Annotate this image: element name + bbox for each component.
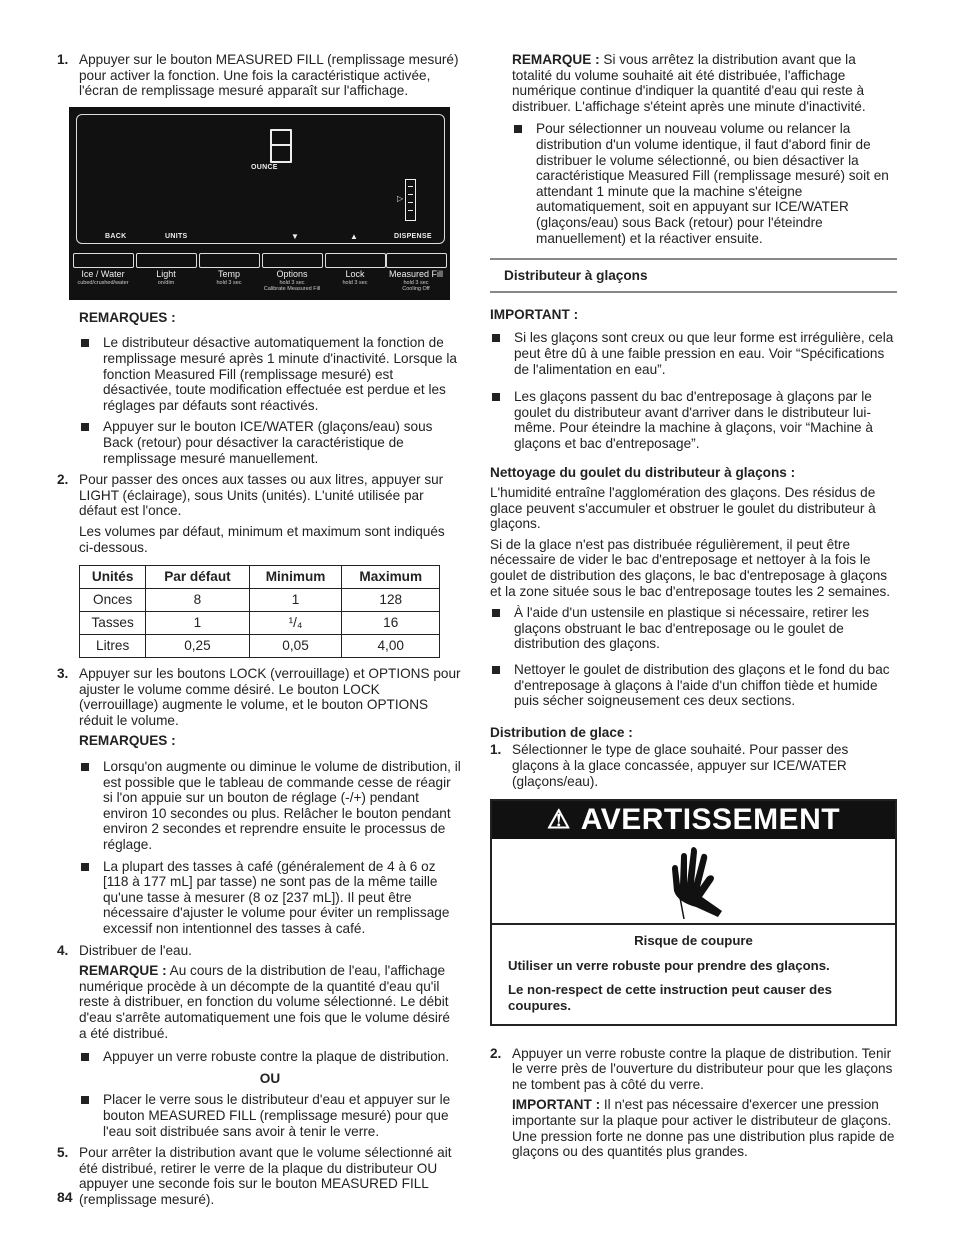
step-4-bullet-1: Appuyer un verre robuste contre la plaque de distribution. (79, 1049, 461, 1065)
table-header-row (80, 566, 440, 589)
table-cell: 128 (342, 589, 440, 612)
table-cell: 0,05 (249, 635, 342, 658)
measured-fill-label: Measured Fill (388, 268, 444, 279)
table-header: Par défaut (146, 566, 249, 589)
remarks-title-1: REMARQUES : (79, 309, 176, 325)
volume-table (79, 565, 440, 658)
options-label: Options (276, 268, 308, 279)
step-1: 1. Appuyer sur le bouton MEASURED FILL (remplissage mesuré) pour activer la fonction. Une fois la caractéristique activée, l'écran de remplissage mesuré apparaît sur l'affichage. (57, 52, 461, 99)
table-cell: 8 (146, 589, 249, 612)
cut-hazard-illustration (492, 841, 895, 925)
warning-line-1: Utiliser un verre robuste pour prendre des glaçons. (508, 957, 830, 973)
cut-hand-icon (492, 841, 895, 921)
ice-water-sub: cubed/crushed/water (77, 279, 129, 286)
light-sub: on/dim (157, 279, 175, 286)
cleaning-paragraph-1: L'humidité entraîne l'agglomération des glaçons. Des résidus de glace peuvent s'accumuler et obstruer le goulet du distributeur à glaçons. (490, 485, 876, 532)
down-arrow-icon: ▼ (291, 231, 299, 241)
distribution-step-2: 2. Appuyer un verre robuste contre la plaque de distribution. Tenir le verre près de l'ouverture du distributeur pour que les glaçons ne tombent pas à côté du verre. IMPORTANT : Il n'est pas nécessaire d'exercer une pression importante sur la plaque pour activer le distributeur de glaçons. Une pression forte ne donne pas une distribution plus rapide de glaçons ou des quantités plus grandes. (490, 1046, 897, 1160)
table-cell: Onces (80, 589, 146, 612)
options-sub: hold 3 sec Calibrate Measured Fill (263, 279, 321, 292)
table-row (80, 612, 440, 635)
table-cell: 0,25 (146, 635, 249, 658)
ice-water-button[interactable] (73, 253, 134, 268)
step-5: 5. Pour arrêter la distribution avant que le volume sélectionné ait été distribué, retirer le verre de la plaque du distributeur OU appuyer une seconde fois sur le bouton MEASURED FILL (remplissage mesuré). (57, 1145, 461, 1207)
cleaning-bullet-1: À l'aide d'un ustensile en plastique si nécessaire, retirer les glaçons obstruant le bac d'entreposage ou le goulet de distribution des glaçons. (490, 605, 897, 652)
remark-1-bullet-1: Le distributeur désactive automatiquement la fonction de remplissage mesuré après 1 minute d'inactivité. Lorsque la fonction Measured Fill (remplissage mesuré) est désactivée, toute modification effectuée est perdue et les réglages par défauts sont réactivés. (79, 335, 461, 413)
or-label: OU (259, 1070, 281, 1086)
warning-body (492, 925, 895, 1023)
cleaning-bullet-2: Nettoyer le goulet de distribution des glaçons et le fond du bac d'entreposage à glaçons à l'aide d'un chiffon tiède et humide puis sécher soigneusement ces deux sections. (490, 662, 897, 709)
table-header: Unités (80, 566, 146, 589)
fill-gauge-icon (405, 179, 416, 221)
warning-box (490, 799, 897, 1025)
warning-line-2: Le non-respect de cette instruction peut causer des coupures. (508, 982, 832, 1013)
step-3-text: Appuyer sur les boutons LOCK (verrouillage) et OPTIONS pour ajuster le volume comme désiré. Le bouton LOCK (verrouillage) augmente le volume, et le bouton OPTIONS réduit le volume. (79, 666, 461, 728)
pointer-icon: ▷ (397, 193, 404, 203)
warning-header (492, 801, 895, 839)
table-cell: ¹/₄ (249, 612, 342, 635)
screen-label-back: BACK (105, 232, 127, 240)
right-remark: REMARQUE : Si vous arrêtez la distribution avant que la totalité du volume souhaité ait été distribuée, l'affichage numérique continue d'indiquer la quantité d'eau qui reste à distribuer. L'affichage s'éteint après une minute d'inactivité. (512, 52, 866, 114)
remark-2-bullet-1: Lorsqu'on augmente ou diminue le volume de distribution, il est possible que le tableau de commande cesse de réagir si l'on appuie sur un bouton de réglage (-/+) pendant environ 10 secondes ou plus. Relâcher le bouton pendant environ 2 secondes et reprendre ensuite le processus de réglage. (79, 759, 461, 853)
important-title: IMPORTANT : (490, 306, 579, 322)
step-2-text: Pour passer des onces aux tasses ou aux litres, appuyer sur LIGHT (éclairage), sous Units (unités). L'unité utilisée par défaut est l'once. (79, 472, 444, 519)
distribution-step-1-text: Sélectionner le type de glace souhaité. Pour passer des glaçons à la glace concassée, appuyer sur ICE/WATER (glaçons/eau). (512, 742, 849, 789)
table-cell: 16 (342, 612, 440, 635)
warning-risk: Risque de coupure (634, 933, 753, 949)
cleaning-paragraph-2: Si de la glace n'est pas distribuée régulièrement, il peut être nécessaire de vider le bac d'entreposage et nettoyer à la fois le goulet de distribution des glaçons, le bac d'entreposage à glaçons et la zone située sous le bac d'entreposage toutes les 2 semaines. (490, 536, 891, 599)
step-1-text: Appuyer sur le bouton MEASURED FILL (remplissage mesuré) pour activer la fonction. Une fois la caractéristique activée, l'écran de remplissage mesuré apparaît sur l'affichage. (79, 52, 459, 99)
step-4-text: Distribuer de l'eau. (79, 942, 192, 958)
remarks-title-2: REMARQUES : (79, 733, 176, 749)
distribution-step-2-text: Appuyer un verre robuste contre la plaque de distribution. Tenir le verre près de l'ouverture du distributeur pour que les glaçons ne tombent pas à côté du verre. (512, 1045, 893, 1092)
unit-label: OUNCE (251, 163, 278, 171)
table-cell: Litres (80, 635, 146, 658)
left-column (57, 52, 461, 1213)
table-cell: 1 (249, 589, 342, 612)
cleaning-title: Nettoyage du goulet du distributeur à glaçons : (490, 465, 796, 481)
lock-label: Lock (345, 268, 365, 279)
important-bullet-2: Les glaçons passent du bac d'entreposage à glaçons par le goulet du distributeur avant d'arriver dans le distributeur lui-même. Pour éteindre la machine à glaçons, voir “Machine à glaçons et bac d'entreposage”. (490, 389, 897, 451)
step-4-bullet-2: Placer le verre sous le distributeur d'eau et appuyer sur le bouton MEASURED FILL (remplissage mesuré) pour que l'eau soit distribuée sans avoir à tenir le verre. (79, 1092, 461, 1139)
measured-fill-button[interactable] (386, 253, 447, 268)
page-number: 84 (57, 1189, 73, 1205)
warning-triangle-icon: ⚠ (546, 804, 571, 835)
distribution-step-1: 1. Sélectionner le type de glace souhaité. Pour passer des glaçons à la glace concassée, appuyer sur ICE/WATER (glaçons/eau). (490, 742, 897, 789)
control-panel-illustration (69, 107, 450, 300)
step-3: 3. Appuyer sur les boutons LOCK (verrouillage) et OPTIONS pour ajuster le volume comme désiré. Le bouton LOCK (verrouillage) augmente le volume, et le bouton OPTIONS réduit le volume. (57, 666, 461, 728)
step-2-note: Les volumes par défaut, minimum et maximum sont indiqués ci-dessous. (79, 523, 445, 555)
step-4: 4. Distribuer de l'eau. REMARQUE : Au cours de la distribution de l'eau, l'affichage numérique procède à un décompte de la quantité d'eau qu'il reste à distribuer, en fonction du volume sélectionné. Le débit d'eau s'arrête automatiquement une fois que le volume désiré a été distribué. Appuyer un verre robuste contre la plaque de distribution. OU Placer le verre sous le distributeur d'eau et appuyer sur le bouton MEASURED FILL (remplissage mesuré) pour que l'eau soit distribuée sans avoir à tenir le verre. (57, 943, 461, 1140)
up-arrow-icon: ▲ (350, 231, 358, 241)
light-label: Light (156, 268, 176, 279)
temp-sub: hold 3 sec (216, 279, 242, 286)
options-button[interactable] (262, 253, 323, 268)
step-2: 2. Pour passer des onces aux tasses ou aux litres, appuyer sur LIGHT (éclairage), sous Units (unités). L'unité utilisée par défaut est l'once. Les volumes par défaut, minimum et maximum sont indiqués ci-dessous. (57, 472, 461, 555)
step-4-remark: REMARQUE : Au cours de la distribution de l'eau, l'affichage numérique procède à un décompte de la quantité d'eau qu'il reste à distribuer, en fonction du volume sélectionné. Le débit d'eau s'arrête automatiquement une fois que le volume désiré a été distribué. (79, 963, 450, 1041)
light-button[interactable] (136, 253, 197, 268)
table-row (80, 589, 440, 612)
right-remark-bullet: Pour sélectionner un nouveau volume ou relancer la distribution d'un volume identique, il faut d'abord finir de distribuer le volume sélectionné, ou bien désactiver la caractéristique Measured Fill (remplissage mesuré) soit en attendant 1 minute que la machine s'éteigne automatiquement, soit en appuyant sur ICE/WATER (glaçons/eau) sous Back (retour) pour l'éteindre manuellement) et la réactiver ensuite. (512, 121, 897, 246)
lock-sub: hold 3 sec (342, 279, 368, 286)
temp-label: Temp (217, 268, 240, 279)
screen-label-units: UNITS (165, 232, 188, 240)
display-screen (76, 114, 445, 244)
table-cell: 4,00 (342, 635, 440, 658)
section-header-ice-dispenser: Distributeur à glaçons (490, 258, 897, 293)
table-cell: 1 (146, 612, 249, 635)
step-5-text: Pour arrêter la distribution avant que le volume sélectionné ait été distribué, retirer le verre de la plaque du distributeur OU appuyer une seconde fois sur le bouton MEASURED FILL (remplissage mesuré). (79, 1145, 452, 1207)
measured-fill-sub: hold 3 sec Cooling Off (402, 279, 430, 292)
right-column (490, 52, 897, 1165)
warning-title: AVERTISSEMENT (580, 803, 841, 837)
screen-label-dispense: DISPENSE (394, 232, 432, 240)
panel-buttons (73, 253, 446, 295)
table-header: Maximum (342, 566, 440, 589)
remark-2-bullet-2: La plupart des tasses à café (généralement de 4 à 6 oz [118 à 177 mL] par tasse) ne sont pas de la même taille qu'une tasse à mesurer (8 oz [237 mL]). Il peut être nécessaire d'ajuster le volume pour éviter un remplissage excessif non intentionnel des tasses à café. (79, 859, 461, 937)
table-header: Minimum (249, 566, 342, 589)
ice-water-label: Ice / Water (81, 268, 125, 279)
temp-button[interactable] (199, 253, 260, 268)
important-bullet-1: Si les glaçons sont creux ou que leur forme est irrégulière, cela peut être dû à une faible pression en eau. Voir “Spécifications de l'alimentation en eau”. (490, 330, 897, 377)
table-cell: Tasses (80, 612, 146, 635)
lock-button[interactable] (325, 253, 386, 268)
distribution-title: Distribution de glace : (490, 724, 633, 740)
distribution-important: IMPORTANT : Il n'est pas nécessaire d'exercer une pression importante sur la plaque pour activer le distributeur de glaçons. Une pression forte ne donne pas une distribution plus rapide de glaçons ou des quantités plus grandes. (512, 1097, 895, 1160)
digit-display (270, 129, 292, 163)
table-row (80, 635, 440, 658)
remark-1-bullet-2: Appuyer sur le bouton ICE/WATER (glaçons/eau) sous Back (retour) pour désactiver la caractéristique de remplissage mesuré manuellement. (79, 419, 461, 466)
